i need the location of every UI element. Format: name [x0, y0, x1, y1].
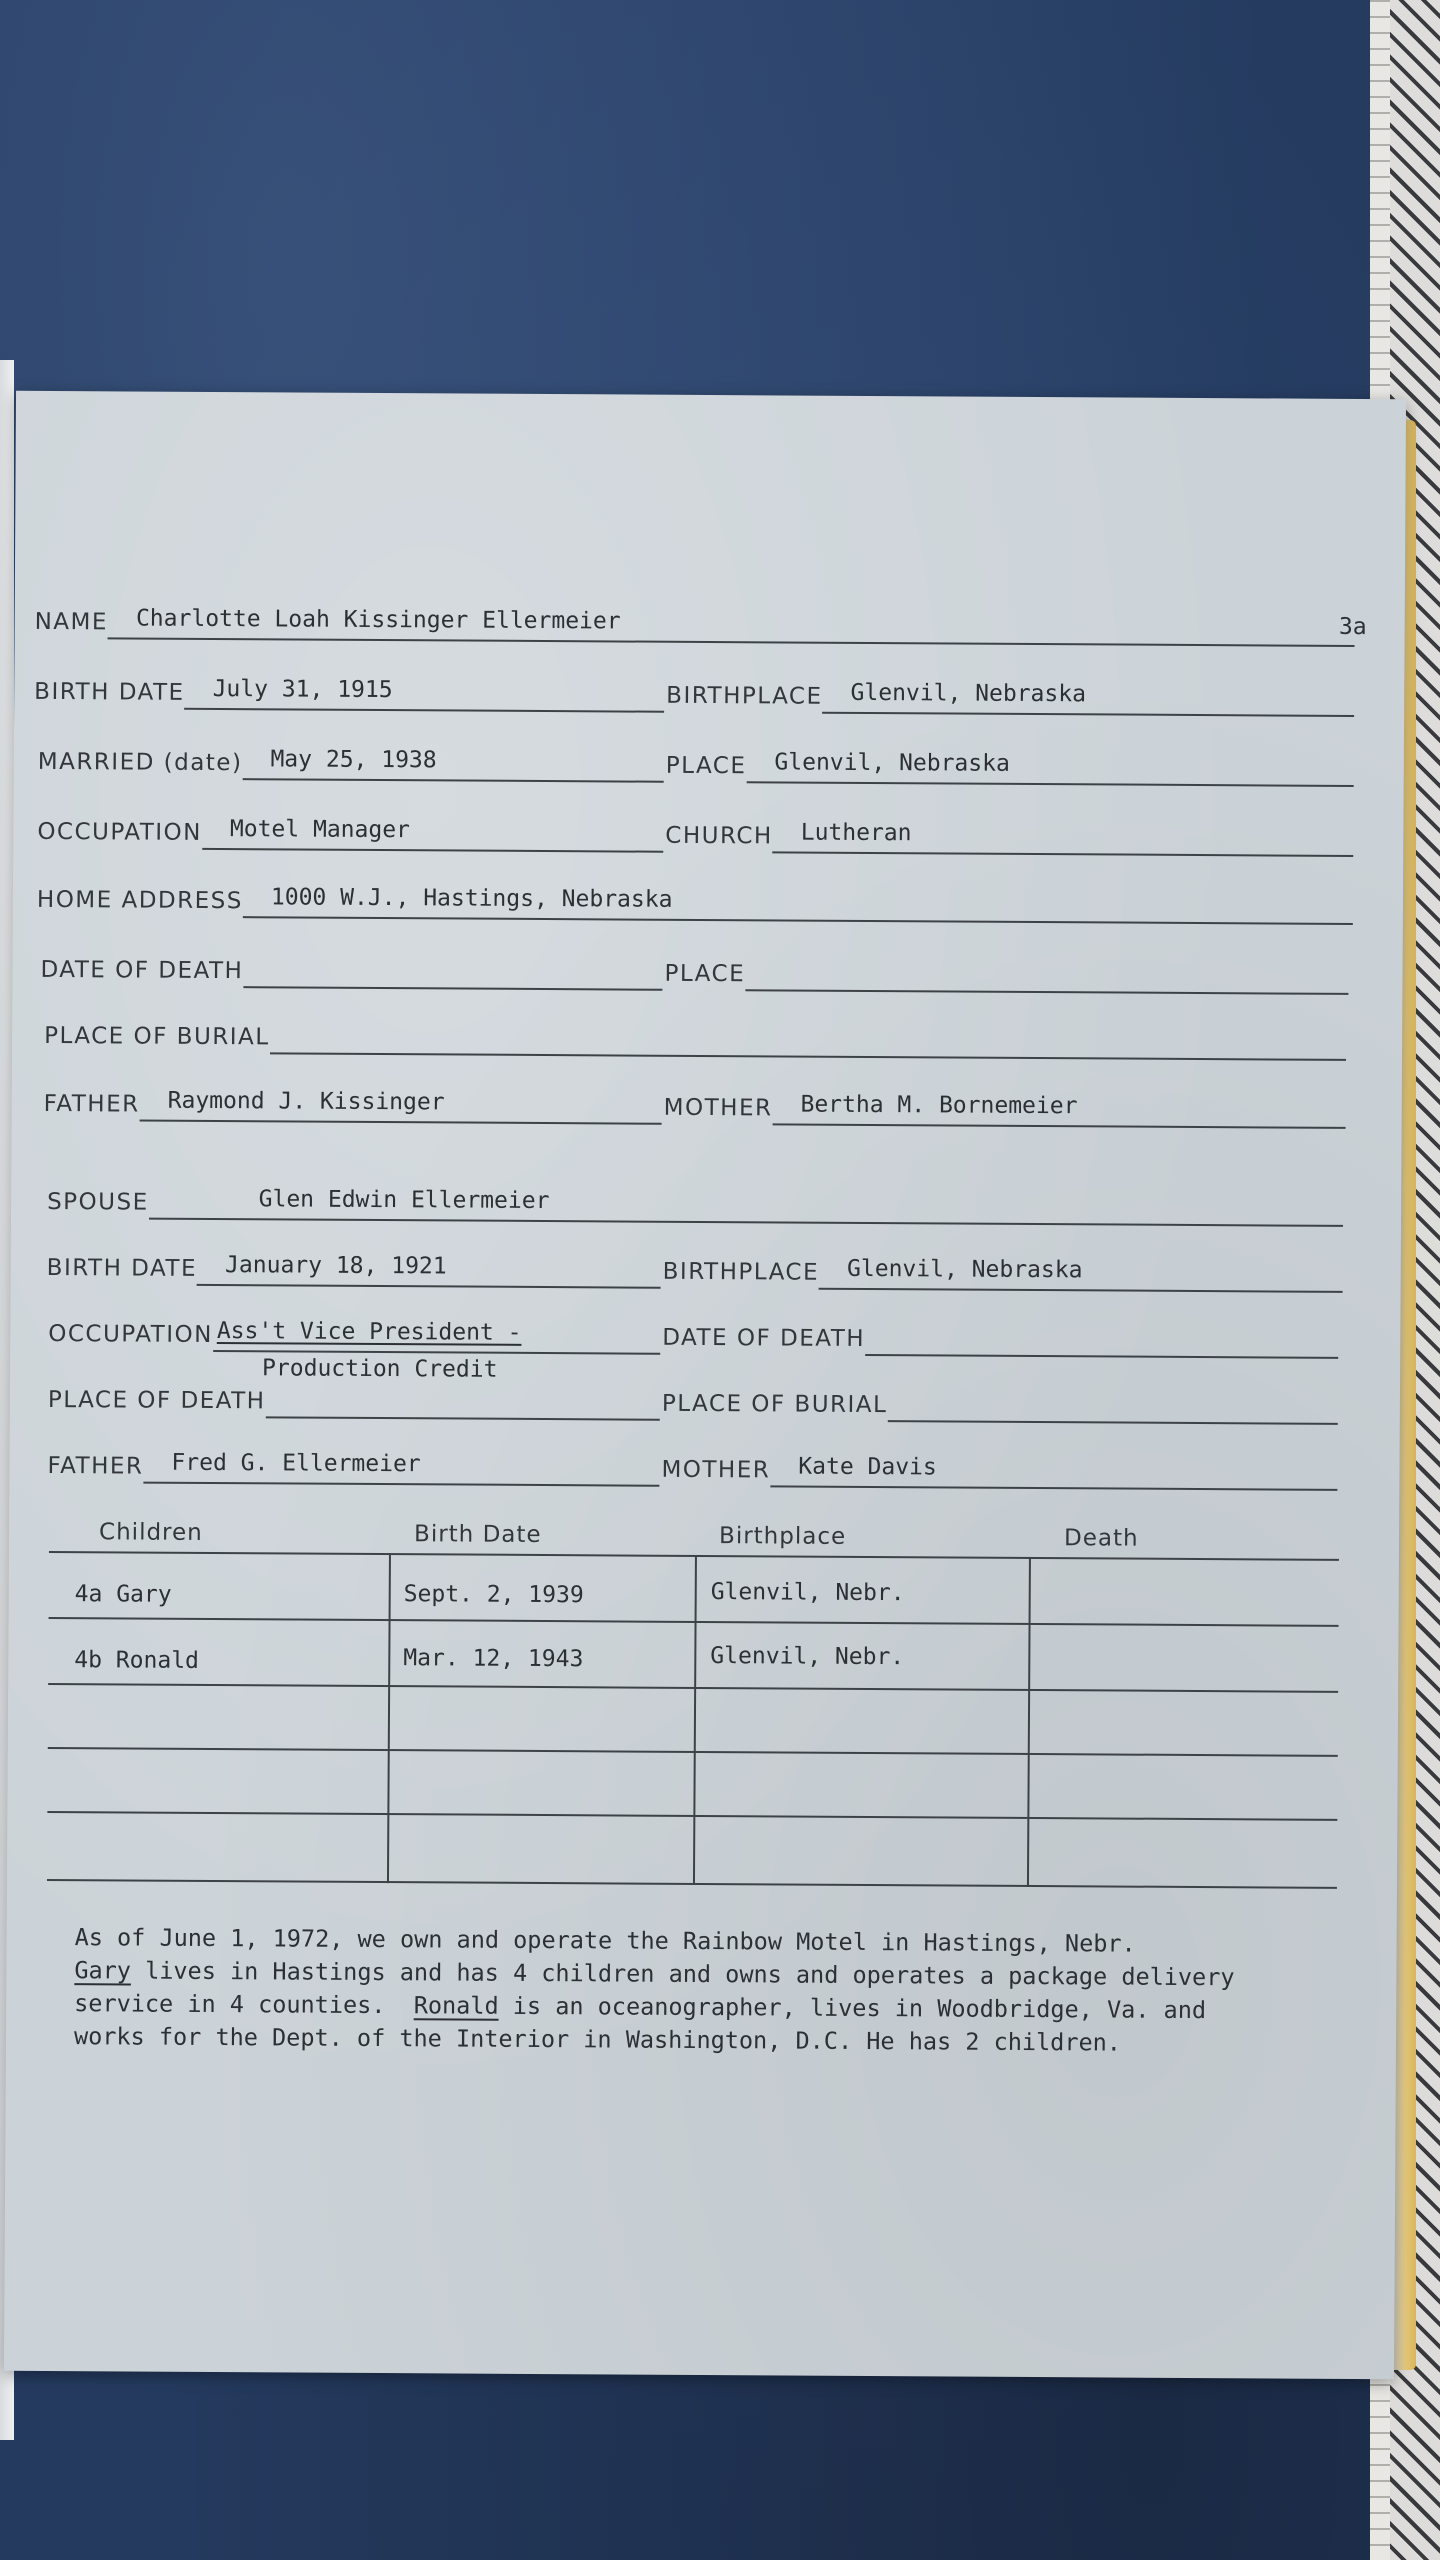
table-divider: [693, 1555, 697, 1885]
name-field: [35, 599, 1355, 647]
home-address-field: [37, 877, 1353, 925]
spouse-date-of-death-label: DATE OF DEATH: [662, 1324, 866, 1352]
married-field: [38, 739, 664, 783]
spouse-mother-label: MOTHER: [661, 1456, 771, 1484]
spouse-place-of-death-field: [48, 1377, 660, 1421]
child-name: 4a Gary: [74, 1581, 172, 1608]
spouse-occupation-value: Ass't Vice President -: [213, 1312, 661, 1355]
header-birthplace: Birthplace: [718, 1523, 847, 1550]
church-value: Lutheran: [773, 813, 1354, 857]
mother-value: Bertha M. Bornemeier: [772, 1085, 1345, 1129]
mother-field: [664, 1085, 1346, 1129]
church-field: [665, 813, 1353, 857]
note-line: Gary lives in Hastings and has 4 children and owns and operates a package delivery: [74, 1956, 1235, 1992]
child-birthplace: Glenvil, Nebr.: [710, 1643, 905, 1671]
married-place-field: [666, 743, 1354, 787]
header-children: Children: [99, 1519, 203, 1546]
spouse-mother-field: [661, 1447, 1337, 1491]
child-name: 4b Ronald: [74, 1647, 200, 1674]
spouse-place-of-death-label: PLACE OF DEATH: [47, 1386, 266, 1415]
birth-date-value: July 31, 1915: [184, 670, 664, 713]
occupation-field: [37, 809, 663, 853]
spouse-field: [47, 1179, 1343, 1227]
home-address-value: 1000 W.J., Hastings, Nebraska: [243, 878, 1353, 925]
note-line: works for the Dept. of the Interior in Washington, D.C. He has 2 children.: [73, 2022, 1122, 2057]
child-birth-date: Sept. 2, 1939: [403, 1581, 584, 1609]
birth-date-field: [34, 669, 664, 713]
father-label: FATHER: [43, 1090, 140, 1118]
date-of-death-value: [243, 948, 662, 991]
spouse-occupation-label: OCCUPATION: [48, 1320, 213, 1348]
header-birth-date: Birth Date: [414, 1521, 542, 1549]
spouse-birth-date-field: [47, 1245, 661, 1289]
occupation-value: Motel Manager: [202, 810, 664, 853]
spouse-birth-date-label: BIRTH DATE: [46, 1254, 198, 1282]
spouse-date-of-death-value: [865, 1316, 1338, 1359]
birthplace-value: Glenvil, Nebraska: [822, 674, 1354, 717]
married-place-value: Glenvil, Nebraska: [746, 743, 1354, 787]
married-label: MARRIED (date): [37, 748, 243, 777]
spouse-place-of-burial-label: PLACE OF BURIAL: [661, 1390, 888, 1419]
spouse-occupation-field: [48, 1311, 660, 1355]
spouse-label: SPOUSE: [47, 1188, 149, 1216]
date-of-death-label: DATE OF DEATH: [40, 956, 244, 985]
spouse-father-field: [47, 1443, 659, 1487]
occupation-label: OCCUPATION: [37, 818, 202, 846]
spouse-place-of-death-value: [265, 1378, 660, 1420]
spouse-date-of-death-field: [662, 1315, 1338, 1359]
spouse-occupation-line2: Production Credit: [262, 1355, 498, 1383]
table-line: [47, 1879, 1337, 1889]
table-divider: [387, 1553, 391, 1883]
spouse-place-of-burial-value: [887, 1382, 1338, 1425]
child-birthplace: Glenvil, Nebr.: [710, 1579, 905, 1607]
place-of-burial-field: [44, 1013, 1346, 1061]
spouse-birthplace-field: [663, 1249, 1343, 1293]
name-value: Charlotte Loah Kissinger Ellermeier: [108, 599, 1355, 647]
married-value: May 25, 1938: [242, 740, 664, 783]
death-place-value: [745, 951, 1349, 995]
name-label: NAME: [34, 608, 109, 636]
spouse-mother-value: Kate Davis: [770, 1447, 1337, 1490]
spouse-name-value: Glen Edwin Ellermeier: [149, 1180, 1344, 1227]
spouse-birthplace-label: BIRTHPLACE: [662, 1258, 820, 1286]
home-address-label: HOME ADDRESS: [36, 886, 243, 915]
table-divider: [1027, 1557, 1031, 1887]
father-field: [44, 1081, 662, 1125]
spouse-father-value: Fred G. Ellermeier: [143, 1444, 659, 1487]
genealogy-form-page: [4, 391, 1406, 2379]
death-place-field: [664, 951, 1348, 995]
child-birth-date: Mar. 12, 1943: [403, 1645, 584, 1673]
note-line: As of June 1, 1972, we own and operate the Rainbow Motel in Hastings, Nebr.: [74, 1923, 1136, 1958]
spouse-place-of-burial-field: [662, 1381, 1338, 1425]
place-of-burial-label: PLACE OF BURIAL: [44, 1022, 270, 1051]
note-line: service in 4 counties. Ronald is an oceanographer, lives in Woodbridge, Va. and: [74, 1989, 1207, 2025]
mother-label: MOTHER: [663, 1094, 773, 1122]
family-note: [74, 1921, 1335, 2061]
birth-date-label: BIRTH DATE: [34, 678, 185, 706]
married-place-label: PLACE: [665, 752, 747, 780]
spouse-father-label: FATHER: [47, 1452, 144, 1480]
date-of-death-field: [40, 947, 662, 991]
death-place-label: PLACE: [664, 960, 746, 988]
father-value: Raymond J. Kissinger: [140, 1082, 662, 1125]
birthplace-field: [666, 673, 1354, 717]
header-death: Death: [1063, 1525, 1139, 1552]
page-number: 3a: [1338, 613, 1367, 641]
birthplace-label: BIRTHPLACE: [666, 682, 823, 710]
place-of-burial-value: [270, 1014, 1347, 1061]
spouse-birthplace-value: Glenvil, Nebraska: [819, 1250, 1343, 1293]
spouse-birth-date-value: January 18, 1921: [197, 1246, 661, 1289]
church-label: CHURCH: [665, 822, 773, 850]
